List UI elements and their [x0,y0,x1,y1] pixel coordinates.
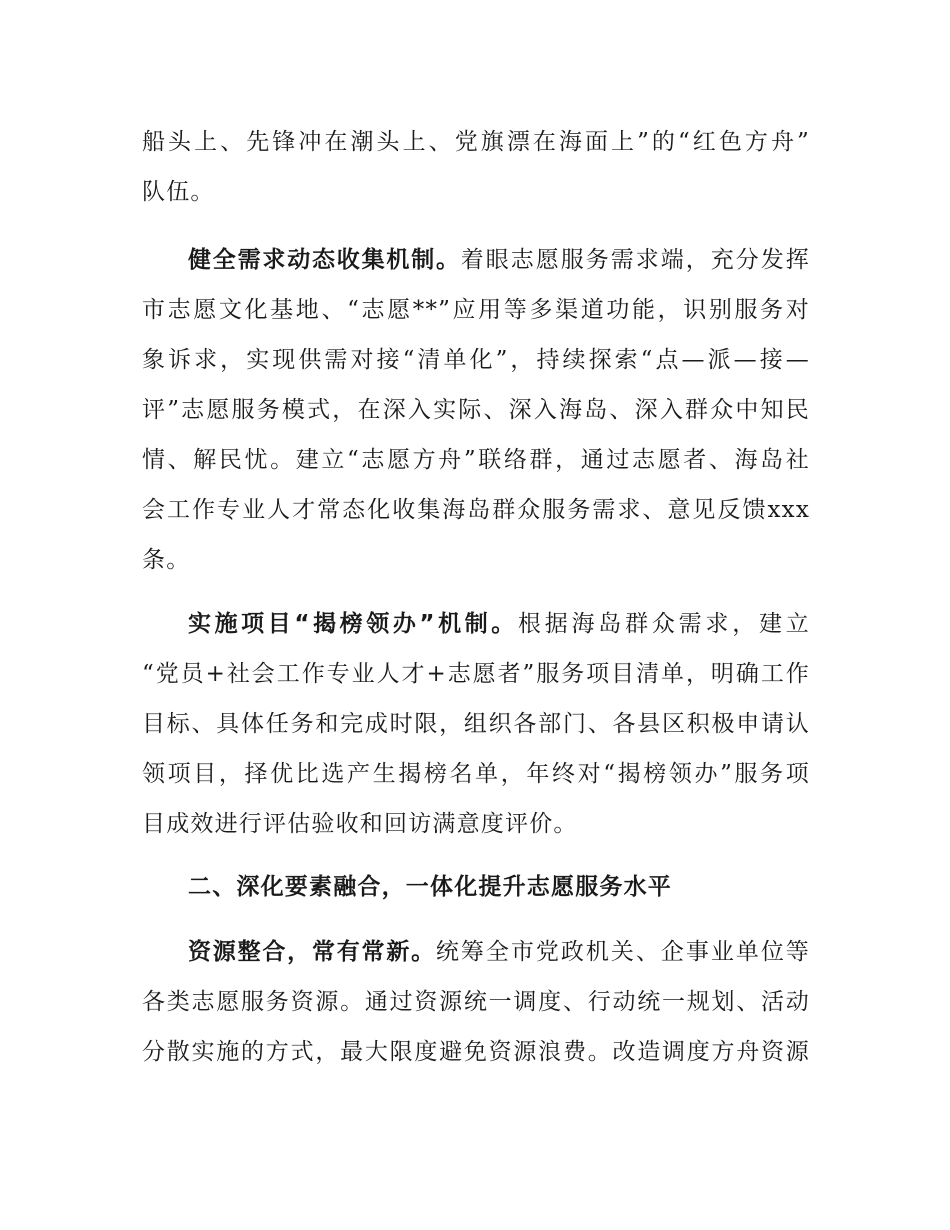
p2-line-1-text: 着眼志愿服务需求端，充分发挥 [460,247,810,273]
p2-line-3: 象诉求，实现供需对接“清单化”，持续探索“点—派—接— [142,347,810,373]
p3-line-3: 目标、具体任务和完成时限，组织各部门、各县区积极申请认 [142,711,810,737]
p3-line-5: 目成效进行评估验收和回访满意度评价。 [142,811,578,837]
p4-line-2: 各类志愿服务资源。通过资源统一调度、行动统一规划、活动 [142,989,810,1015]
p3-lead: 实施项目“揭榜领办”机制。 [188,611,518,637]
section-heading-2: 二、深化要素融合，一体化提升志愿服务水平 [188,874,672,900]
p4-line-3: 分散实施的方式，最大限度避免资源浪费。改造调度方舟资源 [142,1039,810,1065]
p4-line-1 [188,932,810,972]
p3-line-1-text: 根据海岛群众需求，建立 [517,611,811,637]
p2-line-2: 市志愿文化基地、“志愿**”应用等多渠道功能，识别服务对 [142,297,810,323]
p2-line-4: 评”志愿服务模式，在深入实际、深入海岛、深入群众中知民 [142,397,810,423]
p2-line-1 [188,240,810,280]
p2-lead: 健全需求动态收集机制。 [188,247,461,273]
p4-line-1-text: 统筹全市党政机关、企事业单位等 [435,939,811,965]
p3-line-2: “党员+社会工作专业人才+志愿者”服务项目清单，明确工作 [142,661,810,687]
p2-line-7: 条。 [142,547,191,573]
p2-line-5: 情、解民忧。建立“志愿方舟”联络群，通过志愿者、海岛社 [142,447,810,473]
p4-lead: 资源整合，常有常新。 [188,939,436,965]
p3-line-4: 领项目，择优比选产生揭榜名单，年终对“揭榜领办”服务项 [142,761,810,787]
p1-line-2: 队伍。 [142,179,215,205]
p1-line-1: 船头上、先锋冲在潮头上、党旗漂在海面上”的“红色方舟” [142,129,810,155]
p2-line-6: 会工作专业人才常态化收集海岛群众服务需求、意见反馈xxx [142,497,810,523]
p3-line-1 [188,604,810,644]
